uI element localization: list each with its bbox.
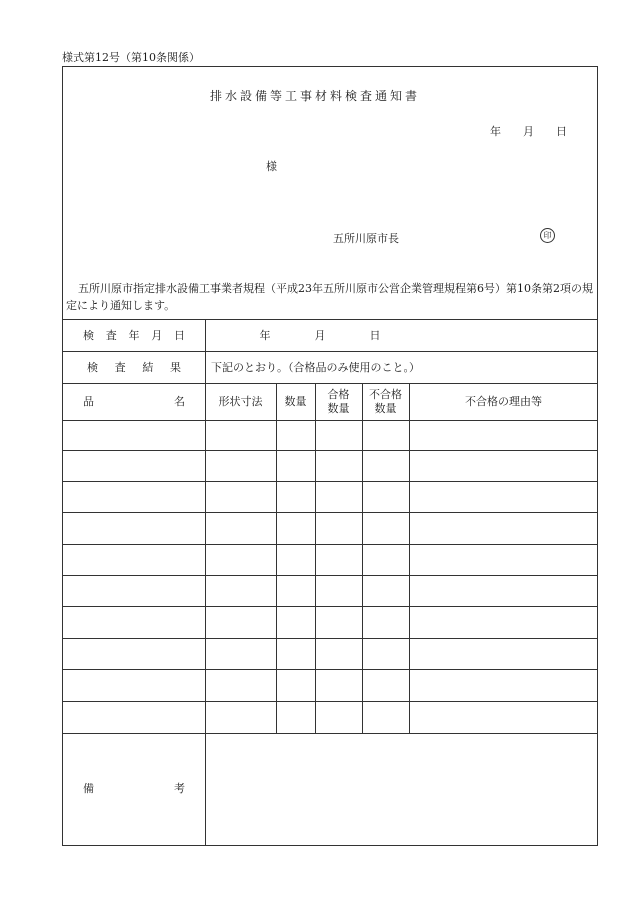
table-cell-pass-qty[interactable] <box>316 421 362 450</box>
table-cell-shape-size[interactable] <box>206 513 276 544</box>
seal-mark: 印 <box>540 228 555 243</box>
table-cell-fail-qty[interactable] <box>363 670 409 701</box>
table-cell-quantity[interactable] <box>277 451 315 481</box>
table-cell-pass-qty[interactable] <box>316 607 362 638</box>
inspection-result-value: 下記のとおり。（合格品のみ使用のこと。） <box>211 361 420 374</box>
table-cell-pass-qty[interactable] <box>316 576 362 606</box>
table-cell-fail-qty[interactable] <box>363 421 409 450</box>
issuer-name: 五所川原市長 <box>333 232 399 245</box>
table-cell-quantity[interactable] <box>277 545 315 575</box>
table-cell-fail-reason[interactable] <box>410 545 597 575</box>
header-quantity: 数量 <box>284 395 307 408</box>
header-pass-qty-line1: 合格 <box>327 388 350 401</box>
addressee-suffix: 様 <box>266 160 277 173</box>
header-fail-qty-line2: 数量 <box>374 402 397 415</box>
table-cell-pass-qty[interactable] <box>316 513 362 544</box>
table-cell-item-name[interactable] <box>63 421 205 450</box>
header-fail-qty-line1: 不合格 <box>369 388 402 401</box>
table-cell-fail-qty[interactable] <box>363 702 409 733</box>
table-cell-item-name[interactable] <box>63 451 205 481</box>
table-cell-shape-size[interactable] <box>206 421 276 450</box>
date-line: 年 月 日 <box>490 125 567 138</box>
table-cell-pass-qty[interactable] <box>316 545 362 575</box>
header-pass-qty-line2: 数量 <box>327 402 350 415</box>
header-fail-reason: 不合格の理由等 <box>465 395 542 408</box>
table-cell-quantity[interactable] <box>277 702 315 733</box>
table-cell-pass-qty[interactable] <box>316 482 362 512</box>
table-cell-item-name[interactable] <box>63 482 205 512</box>
table-cell-pass-qty[interactable] <box>316 639 362 669</box>
table-cell-fail-reason[interactable] <box>410 421 597 450</box>
table-cell-quantity[interactable] <box>277 639 315 669</box>
table-cell-item-name[interactable] <box>63 639 205 669</box>
table-cell-fail-reason[interactable] <box>410 670 597 701</box>
table-cell-fail-reason[interactable] <box>410 482 597 512</box>
table-cell-fail-reason[interactable] <box>410 513 597 544</box>
remarks-label: 備 考 <box>83 782 185 795</box>
table-cell-item-name[interactable] <box>63 545 205 575</box>
header-item-name: 品 名 <box>83 395 185 408</box>
table-cell-fail-reason[interactable] <box>410 639 597 669</box>
table-cell-item-name[interactable] <box>63 607 205 638</box>
table-cell-pass-qty[interactable] <box>316 451 362 481</box>
table-cell-pass-qty[interactable] <box>316 702 362 733</box>
table-cell-shape-size[interactable] <box>206 639 276 669</box>
table-cell-fail-qty[interactable] <box>363 545 409 575</box>
table-cell-fail-qty[interactable] <box>363 576 409 606</box>
table-cell-item-name[interactable] <box>63 576 205 606</box>
remarks-field[interactable] <box>206 734 597 844</box>
table-cell-fail-reason[interactable] <box>410 702 597 733</box>
inspection-date-label: 検 査 年 月 日 <box>83 329 185 342</box>
table-cell-quantity[interactable] <box>277 513 315 544</box>
table-cell-fail-qty[interactable] <box>363 639 409 669</box>
header-pass-qty <box>315 384 362 420</box>
inspection-date-value[interactable]: 年 月 日 <box>259 329 381 342</box>
table-cell-item-name[interactable] <box>63 513 205 544</box>
header-shape-size: 形状寸法 <box>218 395 263 408</box>
form-number: 様式第12号（第10条関係） <box>62 51 200 64</box>
table-cell-fail-reason[interactable] <box>410 607 597 638</box>
table-cell-quantity[interactable] <box>277 482 315 512</box>
table-cell-fail-reason[interactable] <box>410 451 597 481</box>
table-cell-shape-size[interactable] <box>206 670 276 701</box>
table-cell-shape-size[interactable] <box>206 702 276 733</box>
table-cell-item-name[interactable] <box>63 670 205 701</box>
table-cell-fail-qty[interactable] <box>363 607 409 638</box>
form-title: 排水設備等工事材料検査通知書 <box>209 89 420 103</box>
table-cell-shape-size[interactable] <box>206 451 276 481</box>
body-text: 五所川原市指定排水設備工事業者規程（平成23年五所川原市公営企業管理規程第6号）第10条第2項の規定により通知します。 <box>66 282 593 312</box>
header-fail-qty <box>362 384 409 420</box>
table-cell-fail-qty[interactable] <box>363 482 409 512</box>
table-cell-pass-qty[interactable] <box>316 670 362 701</box>
table-cell-fail-qty[interactable] <box>363 451 409 481</box>
table-cell-shape-size[interactable] <box>206 545 276 575</box>
table-cell-quantity[interactable] <box>277 576 315 606</box>
table-cell-quantity[interactable] <box>277 670 315 701</box>
table-cell-shape-size[interactable] <box>206 482 276 512</box>
table-cell-quantity[interactable] <box>277 607 315 638</box>
inspection-result-label: 検 査 結 果 <box>87 361 181 374</box>
table-cell-shape-size[interactable] <box>206 607 276 638</box>
table-cell-quantity[interactable] <box>277 421 315 450</box>
table-cell-shape-size[interactable] <box>206 576 276 606</box>
table-cell-fail-qty[interactable] <box>363 513 409 544</box>
table-cell-fail-reason[interactable] <box>410 576 597 606</box>
table-cell-item-name[interactable] <box>63 702 205 733</box>
